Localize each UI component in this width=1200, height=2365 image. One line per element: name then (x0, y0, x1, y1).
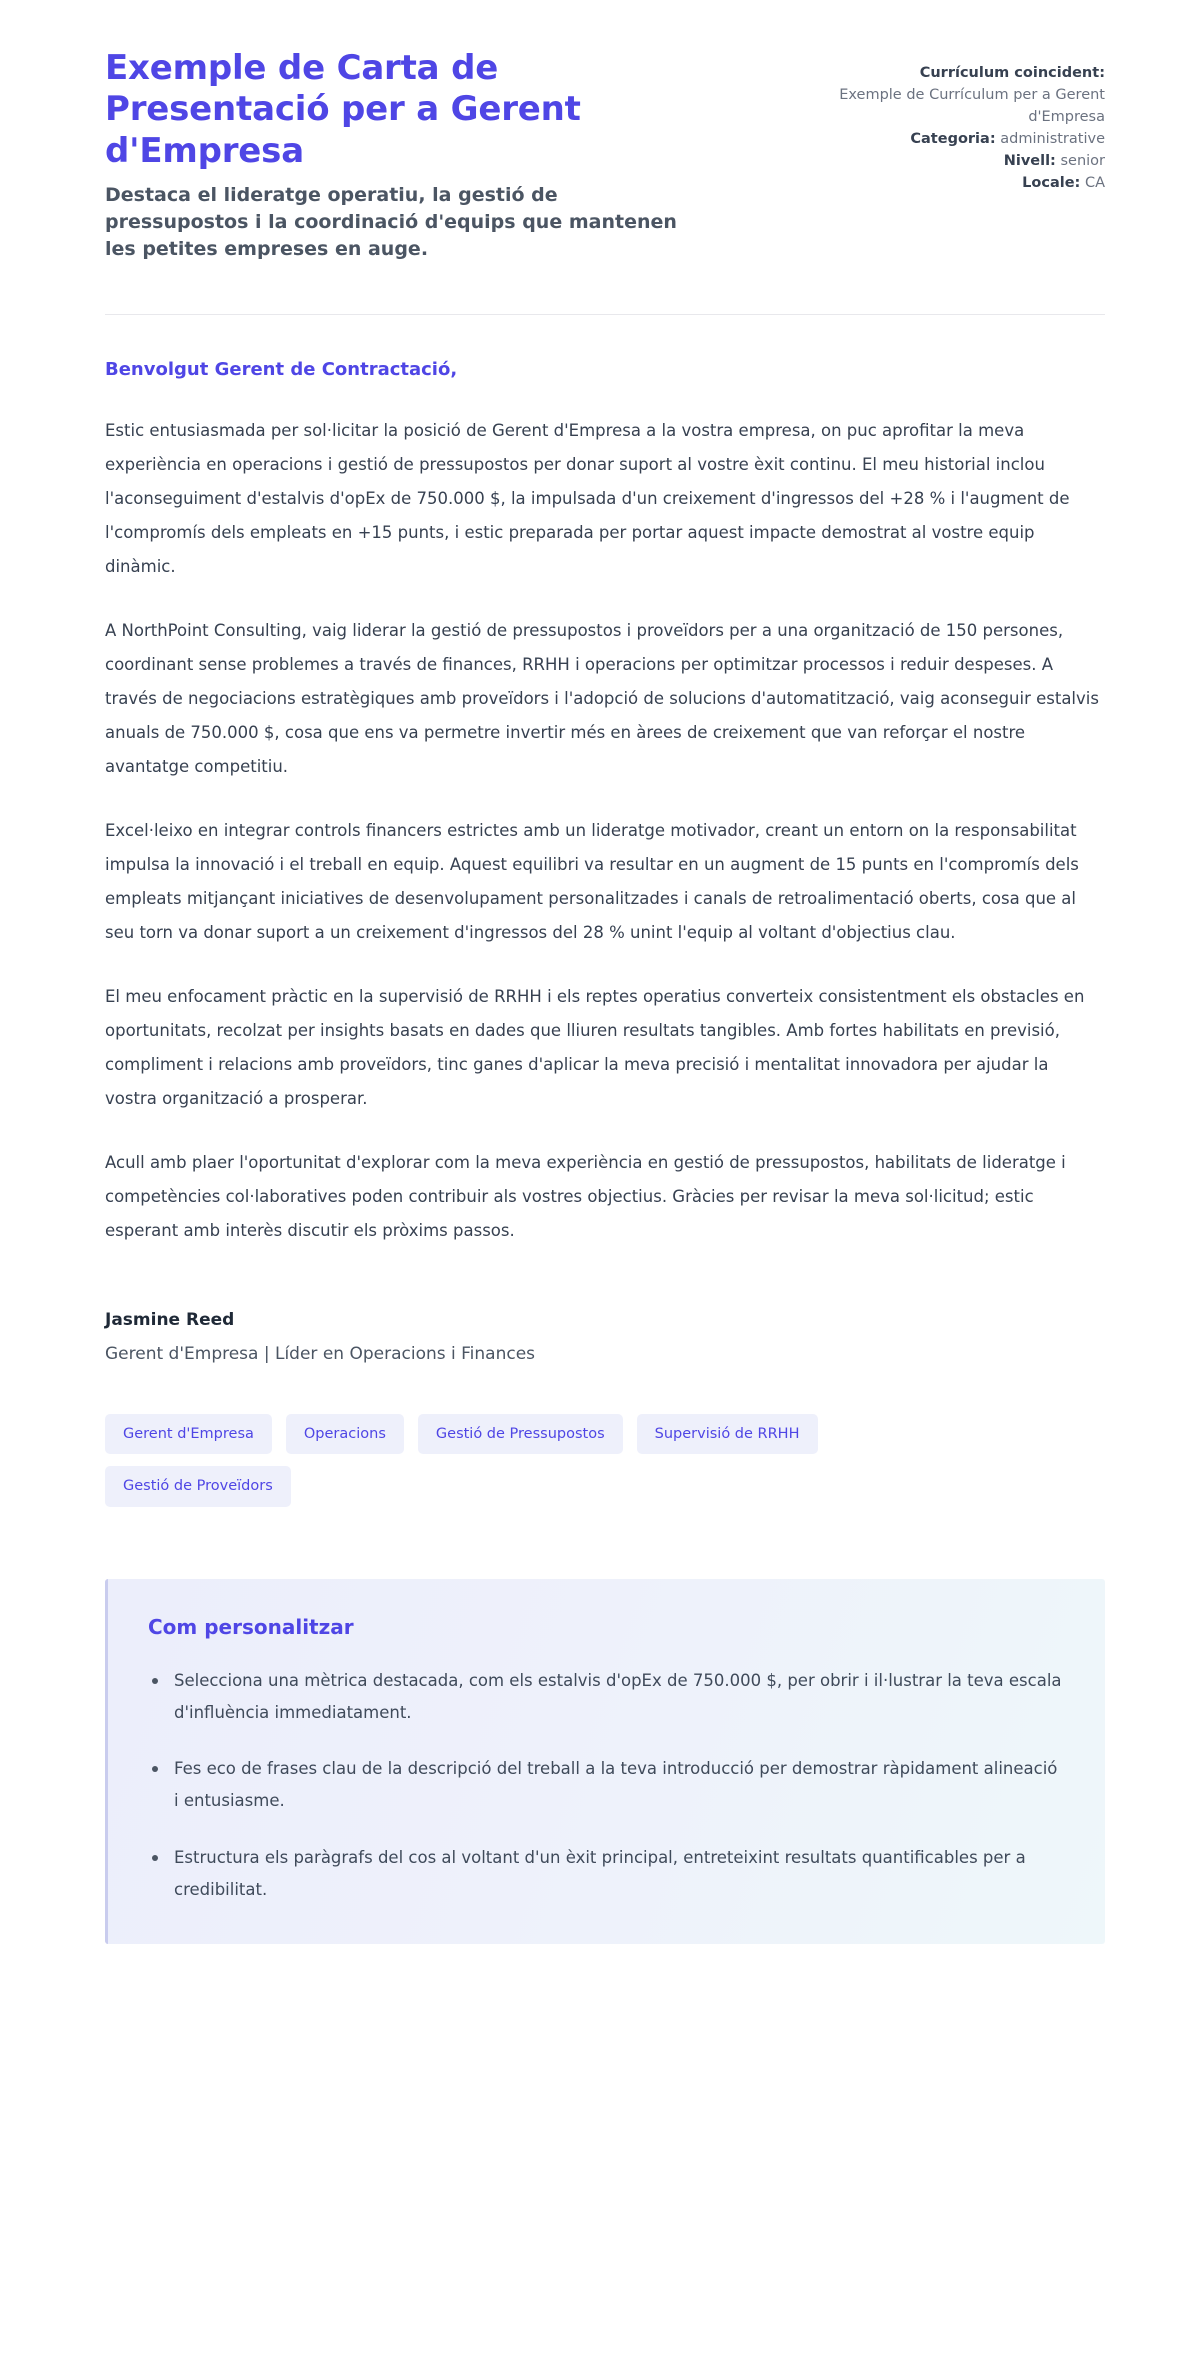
meta-category-value: administrative (1000, 131, 1105, 148)
letter-salutation: Benvolgut Gerent de Contractació, (105, 359, 458, 381)
signature-role: Gerent d'Empresa | Líder en Operacions i Finances (105, 1343, 536, 1364)
page-subtitle: Destaca el lideratge operatiu, la gestió de pressupostos i la coordinació d'equips que mantenen les petites empreses en auge. (105, 184, 677, 260)
meta-locale-label: Locale: (1022, 175, 1081, 192)
callout-tip-item: Estructura els paràgrafs del cos al voltant d'un èxit principal, entreteixint resultats quantificables per a credibilitat. (148, 1842, 1063, 1906)
meta-matching-resume (815, 62, 1105, 128)
signature-block (105, 1310, 1105, 1364)
meta-matching-resume-value: Exemple de Currículum per a Gerent d'Empresa (839, 87, 1105, 126)
letter-paragraph: Acull amb plaer l'oportunitat d'explorar com la meva experiència en gestió de pressupostos, habilitats de lideratge i competències col·laboratives poden contribuir als vostres objectius. Gràcies per revisar la meva sol·licitud; estic esperant amb interès discutir els pròxims passos. (105, 1152, 1066, 1240)
cover-letter-body (105, 315, 1105, 1364)
meta-level-label: Nivell: (1003, 153, 1056, 170)
meta-locale-value: CA (1084, 175, 1105, 192)
page-header (105, 48, 1105, 262)
meta-category-label: Categoria: (910, 131, 996, 148)
tag-chip[interactable]: Gestió de Pressupostos (418, 1414, 623, 1455)
page-title: Exemple de Carta de Presentació per a Gerent d'Empresa (105, 48, 581, 171)
letter-paragraph: A NorthPoint Consulting, vaig liderar la gestió de pressupostos i proveïdors per a una organització de 150 persones, coordinant sense problemes a través de finances, RRHH i operacions per optimitzar processos i reduir despeses. A través de negociacions estratègiques amb proveïdors i l'adopció de solucions d'automatització, vaig aconseguir estalvis anuals de 750.000 $, cosa que ens va permetre invertir més en àrees de creixement que van reforçar el nostre avantatge competitiu. (105, 621, 1099, 777)
tag-list (105, 1414, 935, 1507)
meta-category (815, 128, 1105, 150)
meta-locale (815, 172, 1105, 194)
letter-paragraph: Excel·leixo en integrar controls financers estrictes amb un lideratge motivador, creant un entorn on la responsabilitat impulsa la innovació i el treball en equip. Aquest equilibri va resultar en un augment de 15 punts en l'compromís dels empleats mitjançant iniciatives de desenvolupament personalitzades i canals de retroalimentació oberts, cosa que al seu torn va donar suport a un creixement d'ingressos del 28 % unint l'equip al voltant d'objectius clau. (105, 821, 1079, 942)
callout-tip-item: Fes eco de frases clau de la descripció del treball a la teva introducció per demostrar ràpidament alineació i entusiasme. (148, 1753, 1063, 1817)
callout-title: Com personalitzar (148, 1614, 354, 1639)
signature-name: Jasmine Reed (105, 1309, 235, 1330)
letter-paragraph: El meu enfocament pràctic en la supervisió de RRHH i els reptes operatius converteix consistentment els obstacles en oportunitats, recolzat per insights basats en dades que lliuren resultats tangibles. Amb fortes habilitats en previsió, compliment i relacions amb proveïdors, tinc ganes d'aplicar la meva precisió i mentalitat innovadora per ajudar la vostra organització a prosperar. (105, 986, 1085, 1108)
meta-matching-resume-label: Currículum coincident: (919, 65, 1105, 81)
callout-tip-list (148, 1665, 1063, 1906)
document-metadata (815, 48, 1105, 194)
customization-callout (105, 1579, 1105, 1944)
tag-chip[interactable]: Supervisió de RRHH (637, 1414, 818, 1455)
meta-level (815, 150, 1105, 172)
tag-chip[interactable]: Gerent d'Empresa (105, 1414, 272, 1455)
callout-tip-item: Selecciona una mètrica destacada, com els estalvis d'opEx de 750.000 $, per obrir i il·lustrar la teva escala d'influència immediatament. (148, 1665, 1063, 1729)
tag-chip[interactable]: Gestió de Proveïdors (105, 1466, 291, 1507)
header-title-block (105, 48, 705, 262)
tag-chip[interactable]: Operacions (286, 1414, 404, 1455)
letter-paragraph: Estic entusiasmada per sol·licitar la posició de Gerent d'Empresa a la vostra empresa, on puc aprofitar la meva experiència en operacions i gestió de pressupostos per donar suport al vostre èxit continu. El meu historial inclou l'aconseguiment d'estalvis d'opEx de 750.000 $, la impulsada d'un creixement d'ingressos del +28 % i l'augment de l'compromís dels empleats en +15 punts, i estic preparada per portar aquest impacte demostrat al vostre equip dinàmic. (105, 421, 1070, 577)
meta-level-value: senior (1060, 153, 1105, 170)
